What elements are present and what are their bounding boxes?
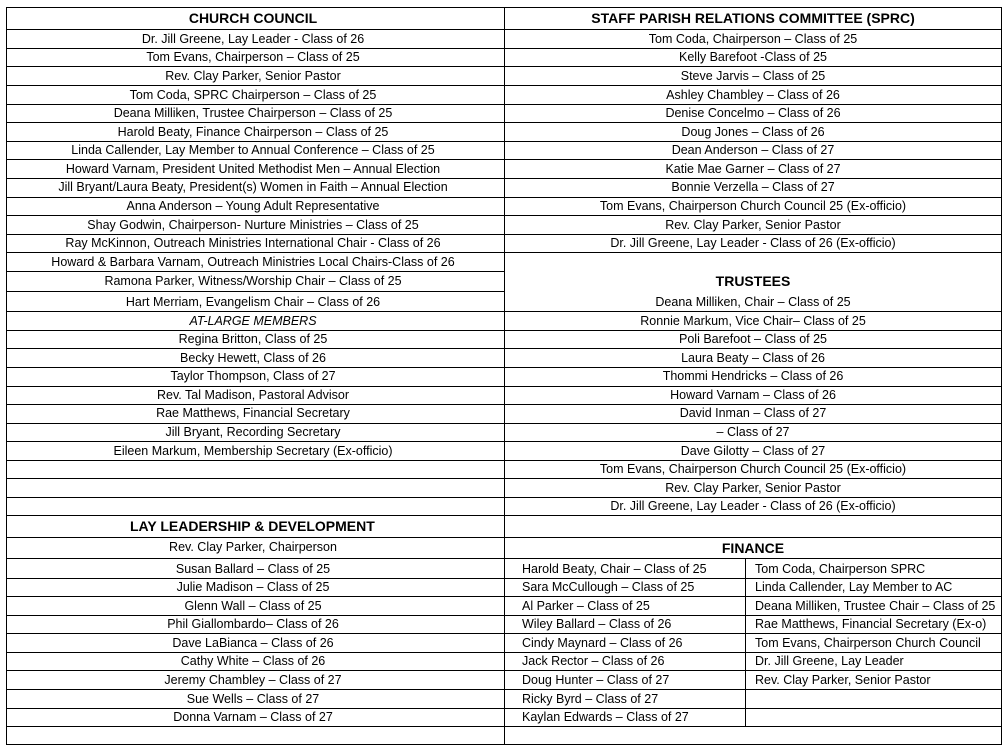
grid-line-h (504, 537, 1002, 538)
finance-member: Cindy Maynard – Class of 26 (522, 636, 683, 650)
grid-line-h (6, 178, 505, 179)
grid-line-h (6, 271, 505, 272)
grid-line-h (504, 252, 1002, 253)
grid-line-h (6, 670, 505, 671)
grid-line-h (504, 330, 1002, 331)
council-member: Howard Varnam, President United Methodist Men – Annual Election (65, 162, 441, 176)
finance-member: Doug Hunter – Class of 27 (522, 673, 670, 687)
sprc-title: STAFF PARISH RELATIONS COMMITTEE (SPRC) (591, 10, 915, 26)
council-member: Ramona Parker, Witness/Worship Chair – Class of 25 (104, 274, 402, 288)
grid-line-h (504, 670, 1002, 671)
grid-line-h (504, 633, 1002, 634)
grid-line-h (6, 311, 505, 312)
grid-line-h (6, 122, 505, 123)
finance-member-exofficio: Dr. Jill Greene, Lay Leader (755, 654, 904, 668)
finance-member-exofficio: Tom Coda, Chairperson SPRC (755, 562, 926, 576)
grid-line-h (6, 215, 505, 216)
lay-leadership-title: LAY LEADERSHIP & DEVELOPMENT (130, 518, 375, 534)
grid-line-v (504, 7, 505, 745)
sprc-member: Katie Mae Garner – Class of 27 (665, 162, 841, 176)
lay-leadership-member: Donna Varnam – Class of 27 (173, 710, 333, 724)
grid-line-h (504, 596, 1002, 597)
grid-line-h (6, 652, 505, 653)
council-member: Linda Callender, Lay Member to Annual Conference – Class of 25 (71, 143, 435, 157)
trustee-member: Deana Milliken, Chair – Class of 25 (655, 295, 851, 309)
grid-line-h (6, 29, 505, 30)
grid-line-h (504, 404, 1002, 405)
finance-member: Jack Rector – Class of 26 (522, 654, 665, 668)
lay-leadership-member: Rev. Clay Parker, Chairperson (169, 540, 337, 554)
grid-line-h (504, 141, 1002, 142)
grid-line-h (6, 633, 505, 634)
grid-line-h (6, 7, 1002, 8)
grid-line-h (504, 726, 1002, 727)
finance-member: Al Parker – Class of 25 (522, 599, 650, 613)
grid-line-h (6, 423, 505, 424)
grid-line-h (6, 330, 505, 331)
council-member: Deana Milliken, Trustee Chairperson – Class of 25 (113, 106, 393, 120)
grid-line-h (6, 558, 505, 559)
trustee-member: Laura Beaty – Class of 26 (681, 351, 825, 365)
lay-leadership-member: Cathy White – Class of 26 (180, 654, 326, 668)
grid-line-h (6, 744, 1002, 745)
grid-line-h (6, 386, 505, 387)
finance-member: Kaylan Edwards – Class of 27 (522, 710, 689, 724)
trustee-member: Ronnie Markum, Vice Chair– Class of 25 (640, 314, 866, 328)
grid-line-h (504, 478, 1002, 479)
council-member: Tom Coda, SPRC Chairperson – Class of 25 (129, 88, 377, 102)
grid-line-h (6, 234, 505, 235)
grid-line-h (504, 311, 1002, 312)
grid-line-h (504, 178, 1002, 179)
grid-line-h (6, 367, 505, 368)
grid-line-h (504, 460, 1002, 461)
grid-line-h (504, 386, 1002, 387)
grid-line-h (6, 441, 505, 442)
council-member: Harold Beaty, Finance Chairperson – Class of 25 (117, 125, 389, 139)
grid-line-h (6, 404, 505, 405)
finance-member-exofficio: Deana Milliken, Trustee Chair – Class of 25 (755, 599, 996, 613)
finance-member-exofficio: Tom Evans, Chairperson Church Council (755, 636, 981, 650)
grid-line-h (504, 48, 1002, 49)
finance-member-exofficio: Rae Matthews, Financial Secretary (Ex-o) (755, 617, 987, 631)
grid-line-h (504, 66, 1002, 67)
council-member: Shay Godwin, Chairperson- Nurture Ministries – Class of 25 (87, 218, 419, 232)
finance-member: Sara McCullough – Class of 25 (522, 580, 695, 594)
grid-line-h (504, 652, 1002, 653)
grid-line-h (6, 515, 505, 516)
grid-line-h (504, 441, 1002, 442)
grid-line-v (1001, 7, 1002, 745)
grid-line-h (504, 197, 1002, 198)
grid-line-h (504, 423, 1002, 424)
grid-line-h (6, 66, 505, 67)
grid-line-h (504, 578, 1002, 579)
grid-line-h (504, 689, 1002, 690)
grid-line-h (6, 141, 505, 142)
council-member: Dr. Jill Greene, Lay Leader - Class of 26 (141, 32, 365, 46)
grid-line-h (6, 478, 505, 479)
grid-line-h (504, 104, 1002, 105)
grid-line-h (6, 615, 505, 616)
grid-line-h (6, 48, 505, 49)
trustee-member: Dave Gilotty – Class of 27 (680, 444, 826, 458)
grid-line-v (6, 7, 7, 745)
grid-line-h (6, 197, 505, 198)
at-large-member: Regina Britton, Class of 25 (178, 332, 328, 346)
finance-member: Wiley Ballard – Class of 26 (522, 617, 672, 631)
finance-member: Ricky Byrd – Class of 27 (522, 692, 659, 706)
council-member: Hart Merriam, Evangelism Chair – Class of 26 (125, 295, 381, 309)
grid-line-h (504, 215, 1002, 216)
sprc-member: Tom Evans, Chairperson Church Council 25 (Ex-officio) (599, 199, 907, 213)
sprc-member: Tom Coda, Chairperson – Class of 25 (648, 32, 858, 46)
lay-leadership-member: Dave LaBianca – Class of 26 (172, 636, 334, 650)
finance-title: FINANCE (721, 540, 785, 556)
grid-line-h (6, 291, 505, 292)
lay-leadership-member: Julie Madison – Class of 25 (176, 580, 330, 594)
grid-line-h (504, 85, 1002, 86)
at-large-member: Rev. Tal Madison, Pastoral Advisor (157, 388, 349, 402)
grid-line-h (504, 558, 1002, 559)
grid-line-v (745, 558, 746, 727)
grid-line-h (6, 578, 505, 579)
grid-line-h (6, 708, 505, 709)
council-member: Tom Evans, Chairperson – Class of 25 (146, 50, 360, 64)
grid-line-h (6, 252, 505, 253)
sprc-member: Steve Jarvis – Class of 25 (680, 69, 826, 83)
at-large-member: Rae Matthews, Financial Secretary (156, 406, 350, 420)
grid-line-h (6, 497, 505, 498)
grid-line-h (504, 615, 1002, 616)
trustee-member: Poli Barefoot – Class of 25 (679, 332, 827, 346)
trustee-member: – Class of 27 (716, 425, 790, 439)
trustee-member: David Inman – Class of 27 (679, 406, 827, 420)
grid-line-h (6, 689, 505, 690)
grid-line-h (504, 708, 1002, 709)
church-council-title: CHURCH COUNCIL (188, 10, 318, 26)
at-large-label: AT-LARGE MEMBERS (189, 314, 317, 328)
trustee-member: Dr. Jill Greene, Lay Leader - Class of 26 (Ex-officio) (610, 499, 896, 513)
finance-member-exofficio: Linda Callender, Lay Member to AC (755, 580, 953, 594)
grid-line-h (6, 104, 505, 105)
grid-line-h (504, 497, 1002, 498)
sprc-member: Rev. Clay Parker, Senior Pastor (665, 218, 841, 232)
grid-line-h (6, 159, 505, 160)
council-member: Ray McKinnon, Outreach Ministries International Chair - Class of 26 (65, 236, 441, 250)
lay-leadership-member: Susan Ballard – Class of 25 (175, 562, 331, 576)
council-member: Anna Anderson – Young Adult Representative (126, 199, 380, 213)
trustee-member: Tom Evans, Chairperson Church Council 25 (Ex-officio) (599, 462, 907, 476)
grid-line-h (504, 367, 1002, 368)
trustee-member: Thommi Hendricks – Class of 26 (662, 369, 844, 383)
trustees-title: TRUSTEES (715, 273, 791, 289)
sprc-member: Doug Jones – Class of 26 (681, 125, 825, 139)
grid-line-h (504, 515, 1002, 516)
at-large-member: Taylor Thompson, Class of 27 (170, 369, 336, 383)
grid-line-h (504, 122, 1002, 123)
grid-line-h (504, 159, 1002, 160)
grid-line-h (6, 460, 505, 461)
at-large-member: Jill Bryant, Recording Secretary (165, 425, 341, 439)
sprc-member: Bonnie Verzella – Class of 27 (671, 180, 835, 194)
grid-line-h (504, 234, 1002, 235)
council-member: Rev. Clay Parker, Senior Pastor (165, 69, 341, 83)
sprc-member: Dean Anderson – Class of 27 (671, 143, 835, 157)
sprc-member: Dr. Jill Greene, Lay Leader - Class of 26 (Ex-officio) (610, 236, 896, 250)
grid-line-h (6, 537, 505, 538)
grid-line-h (504, 348, 1002, 349)
council-member: Howard & Barbara Varnam, Outreach Ministries Local Chairs-Class of 26 (51, 255, 455, 269)
at-large-member: Eileen Markum, Membership Secretary (Ex-officio) (113, 444, 393, 458)
lay-leadership-member: Phil Giallombardo– Class of 26 (167, 617, 339, 631)
sprc-member: Denise Concelmo – Class of 26 (665, 106, 841, 120)
finance-member: Harold Beaty, Chair – Class of 25 (522, 562, 707, 576)
grid-line-h (6, 85, 505, 86)
lay-leadership-member: Jeremy Chambley – Class of 27 (164, 673, 342, 687)
council-member: Jill Bryant/Laura Beaty, President(s) Women in Faith – Annual Election (58, 180, 448, 194)
sprc-member: Kelly Barefoot -Class of 25 (679, 50, 827, 64)
lay-leadership-member: Glenn Wall – Class of 25 (184, 599, 322, 613)
sprc-member: Ashley Chambley – Class of 26 (666, 88, 840, 102)
grid-line-h (6, 726, 505, 727)
trustee-member: Howard Varnam – Class of 26 (670, 388, 836, 402)
grid-line-h (504, 29, 1002, 30)
finance-member-exofficio: Rev. Clay Parker, Senior Pastor (755, 673, 931, 687)
lay-leadership-member: Sue Wells – Class of 27 (186, 692, 320, 706)
at-large-member: Becky Hewett, Class of 26 (180, 351, 326, 365)
trustee-member: Rev. Clay Parker, Senior Pastor (665, 481, 841, 495)
grid-line-h (6, 596, 505, 597)
grid-line-h (6, 348, 505, 349)
